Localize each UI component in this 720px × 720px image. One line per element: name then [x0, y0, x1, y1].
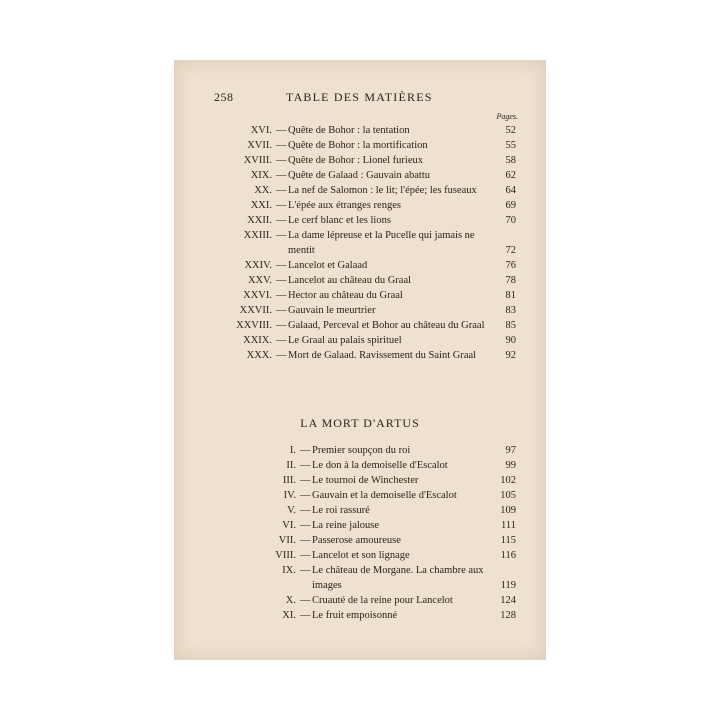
chapter-title: Le roi rassuré [312, 505, 370, 516]
chapter-title: Le fruit empoisonné [312, 610, 398, 621]
em-dash-separator: — [276, 290, 287, 301]
chapter-title: Premier soupçon du roi [312, 445, 411, 456]
chapter-number: XI. [282, 610, 296, 621]
toc-entry [174, 533, 546, 548]
toc-part-1 [174, 123, 546, 363]
chapter-number: X. [285, 595, 296, 606]
page-reference: 119 [500, 580, 516, 591]
chapter-title: Lancelot et son lignage [312, 550, 410, 561]
chapter-number: VI. [282, 520, 296, 531]
em-dash-separator: — [300, 475, 311, 486]
toc-entry [174, 318, 546, 333]
page-reference: 58 [505, 155, 516, 166]
page-reference: 99 [505, 460, 516, 471]
toc-entry [174, 548, 546, 563]
page-reference: 124 [500, 595, 516, 606]
em-dash-separator: — [300, 535, 311, 546]
chapter-number: XXV. [247, 275, 272, 286]
chapter-number: XXX. [246, 350, 272, 361]
em-dash-separator: — [300, 445, 311, 456]
chapter-title: Le cerf blanc et les lions [288, 215, 391, 226]
toc-entry [174, 288, 546, 303]
chapter-title: La dame lépreuse et la Pucelle qui jamais ne mentit [288, 230, 475, 256]
chapter-number: XVII. [247, 140, 272, 151]
chapter-title: Mort de Galaad. Ravissement du Saint Graal [288, 350, 477, 361]
em-dash-separator: — [276, 170, 287, 181]
pages-column-label: Pages. [496, 112, 518, 121]
page-reference: 115 [500, 535, 516, 546]
page-reference: 69 [505, 200, 516, 211]
page-reference: 128 [500, 610, 516, 621]
chapter-number: XVI. [250, 125, 272, 136]
toc-entry [174, 458, 546, 473]
em-dash-separator: — [276, 230, 287, 241]
toc-entry [174, 333, 546, 348]
page-reference: 76 [505, 260, 516, 271]
em-dash-separator: — [300, 505, 311, 516]
em-dash-separator: — [276, 320, 287, 331]
page-reference: 92 [505, 350, 516, 361]
page-reference: 102 [500, 475, 516, 486]
toc-entry [174, 213, 546, 228]
chapter-number: XXIV. [244, 260, 272, 271]
page-reference: 62 [505, 170, 516, 181]
chapter-title: Quête de Bohor : Lionel furieux [288, 155, 424, 166]
chapter-number: XVIII. [243, 155, 272, 166]
toc-entry [174, 608, 546, 623]
chapter-number: VIII. [275, 550, 296, 561]
em-dash-separator: — [276, 200, 287, 211]
toc-entry [174, 153, 546, 168]
chapter-number: XXI. [250, 200, 272, 211]
chapter-title: L'épée aux étranges renges [288, 200, 401, 211]
em-dash-separator: — [300, 610, 311, 621]
chapter-title: Cruauté de la reine pour Lancelot [312, 595, 453, 606]
chapter-number: IV. [283, 490, 296, 501]
chapter-title: Lancelot au château du Graal [288, 275, 412, 286]
chapter-title: La reine jalouse [312, 520, 380, 531]
chapter-number: XXVII. [239, 305, 272, 316]
chapter-title: Passerose amoureuse [312, 535, 401, 546]
em-dash-separator: — [276, 275, 287, 286]
em-dash-separator: — [300, 595, 311, 606]
toc-entry [174, 593, 546, 608]
page-reference: 64 [505, 185, 516, 196]
chapter-title: La nef de Salomon : le lit; l'épée; les fuseaux [288, 185, 477, 196]
toc-entry [174, 273, 546, 288]
chapter-number: XXIX. [243, 335, 272, 346]
chapter-number: I. [289, 445, 296, 456]
toc-entry [174, 443, 546, 458]
em-dash-separator: — [300, 550, 311, 561]
toc-entry [174, 503, 546, 518]
page-reference: 55 [505, 140, 516, 151]
toc-entry [174, 258, 546, 273]
chapter-title: Le château de Morgane. La chambre aux images [312, 565, 484, 591]
toc-entry [174, 138, 546, 153]
page-reference: 81 [505, 290, 516, 301]
chapter-title: Galaad, Perceval et Bohor au château du Graal [288, 320, 485, 331]
chapter-number: XXII. [247, 215, 272, 226]
em-dash-separator: — [276, 140, 287, 151]
chapter-number: XIX. [250, 170, 272, 181]
page-reference: 52 [505, 125, 516, 136]
page-reference: 72 [505, 245, 516, 256]
section-heading: LA MORT D'ARTUS [300, 416, 420, 430]
em-dash-separator: — [276, 335, 287, 346]
running-title: TABLE DES MATIÈRES [286, 90, 433, 104]
chapter-number: XXVIII. [236, 320, 272, 331]
chapter-title: Hector au château du Graal [288, 290, 403, 301]
chapter-title: Gauvain et la demoiselle d'Escalot [312, 490, 457, 501]
toc-entry [174, 473, 546, 488]
em-dash-separator: — [300, 565, 311, 576]
page-reference: 116 [500, 550, 516, 561]
chapter-number: IX. [282, 565, 296, 576]
chapter-title: Gauvain le meurtrier [288, 305, 376, 316]
chapter-title: Lancelot et Galaad [288, 260, 368, 271]
page-number: 258 [214, 90, 234, 104]
em-dash-separator: — [276, 305, 287, 316]
em-dash-separator: — [300, 490, 311, 501]
chapter-title: Quête de Galaad : Gauvain abattu [288, 170, 430, 181]
page-reference: 90 [505, 335, 516, 346]
em-dash-separator: — [276, 350, 287, 361]
page-reference: 105 [500, 490, 516, 501]
em-dash-separator: — [276, 260, 287, 271]
toc-entry [174, 563, 546, 593]
page-reference: 111 [501, 520, 516, 531]
toc-entry [174, 348, 546, 363]
toc-entry [174, 488, 546, 503]
toc-entry [174, 518, 546, 533]
toc-entry [174, 198, 546, 213]
page-reference: 78 [505, 275, 516, 286]
chapter-title: Le tournoi de Winchester [312, 475, 419, 486]
chapter-number: II. [286, 460, 296, 471]
chapter-number: III. [282, 475, 296, 486]
chapter-number: XXVI. [243, 290, 272, 301]
chapter-number: V. [287, 505, 296, 516]
toc-entry [174, 183, 546, 198]
page-reference: 97 [505, 445, 516, 456]
toc-entry [174, 228, 546, 258]
toc-part-2 [174, 443, 546, 623]
em-dash-separator: — [276, 155, 287, 166]
chapter-title: Le don à la demoiselle d'Escalot [312, 460, 448, 471]
page-reference: 85 [505, 320, 516, 331]
toc-entry [174, 303, 546, 318]
chapter-number: XX. [254, 185, 272, 196]
page-reference: 83 [505, 305, 516, 316]
chapter-title: Quête de Bohor : la mortification [288, 140, 428, 151]
page-reference: 109 [500, 505, 516, 516]
em-dash-separator: — [300, 520, 311, 531]
chapter-title: Quête de Bohor : la tentation [288, 125, 410, 136]
chapter-title: Le Graal au palais spirituel [288, 335, 402, 346]
em-dash-separator: — [276, 215, 287, 226]
chapter-number: XXIII. [243, 230, 272, 241]
toc-entry [174, 123, 546, 138]
chapter-number: VII. [278, 535, 296, 546]
em-dash-separator: — [276, 125, 287, 136]
em-dash-separator: — [300, 460, 311, 471]
page-reference: 70 [505, 215, 516, 226]
book-page [174, 60, 546, 660]
em-dash-separator: — [276, 185, 287, 196]
toc-entry [174, 168, 546, 183]
